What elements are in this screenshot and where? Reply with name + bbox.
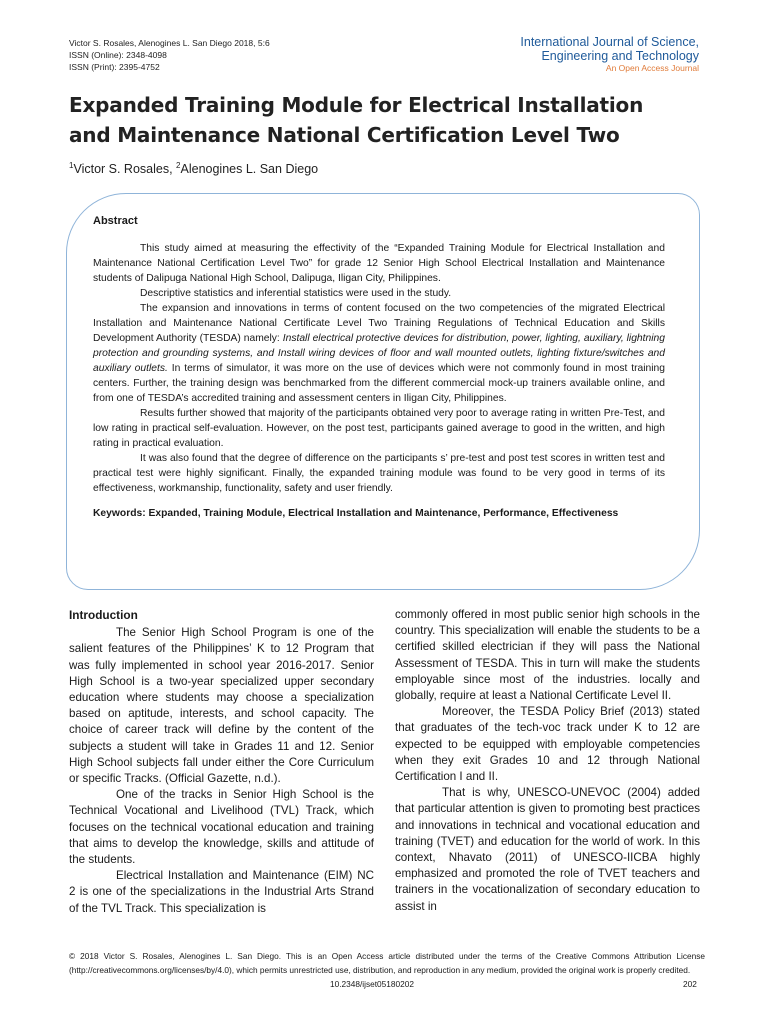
intro-paragraph-2: One of the tracks in Senior High School is the Technical Vocational and Livelihood (TVL) Track, which focuses on the technical vocational education and training that aims to develop the knowledge, skills and attitude of the students. bbox=[69, 788, 374, 867]
abstract-paragraph-4: Results further showed that majority of the participants obtained very poor to average rating in written Pre-Test, and low rating in practical self-evaluation. However, on the post test, participants gained average to good in the written, and high rating in practical evaluation. bbox=[93, 408, 665, 449]
body-column-right bbox=[395, 607, 700, 915]
license-notice: © 2018 Victor S. Rosales, Alenogines L. San Diego. This is an Open Access article distributed under the terms of the Creative Commons Attribution License (http://creativecommons.org/licenses/by/4.0), which permits unrestricted use, distribution, and reproduction in any medium, provided the original work is properly credited. bbox=[69, 951, 705, 975]
author1-affiliation: 1 bbox=[69, 161, 74, 170]
abstract-p3-end: In terms of simulator, it was more on the use of devices which were not commonly found in most training centers. Further, the training design was benchmarked from the different commercial mock-up trainers available online, and from one of TESDA’s accredited training and assessment centers in Iligan City, Philippines. bbox=[93, 363, 666, 404]
abstract-p3-start: The expansion and innovations in terms of content focused on the two competencies of the migrated Electrical Installation and Maintenance National Certificate Level Two Training Regulations of Technical Education and Skills Development Authority (TESDA) namely: bbox=[93, 303, 665, 344]
abstract bbox=[93, 214, 665, 521]
author2-name: Alenogines L. San Diego bbox=[180, 162, 319, 177]
intro-paragraph-3: Electrical Installation and Maintenance (EIM) NC 2 is one of the specializations in the Industrial Arts Strand of the TVL Track. This specialization is bbox=[69, 869, 374, 915]
abstract-paragraph-1: This study aimed at measuring the effectivity of the “Expanded Training Module for Electrical Installation and Maintenance National Certification Level Two” for grade 12 Senior High School Electrical Installation and Maintenance students of Dalipuga National High School, Dalipuga, Iligan City, Philippines. bbox=[93, 243, 665, 284]
introduction-heading: Introduction bbox=[69, 608, 138, 622]
page-number: 202 bbox=[683, 979, 697, 989]
paper-title bbox=[69, 90, 709, 150]
title-line2: and Maintenance National Certification Level Two bbox=[69, 123, 620, 147]
author-list bbox=[69, 161, 318, 176]
intro-paragraph-1: The Senior High School Program is one of the salient features of the Philippines’ K to 12 Program that was fully implemented in school year 2016-2017. Senior High School is a two-year specialized upper secondary education where students may choose a specialization based on aptitude, interests, and school capacity. The choice of career track will define by the content of the subjects a student will take in Grades 11 and 12. Senior High School subjects fall under either the Core Curriculum or specific Tracks. (Official Gazette, n.d.). bbox=[69, 626, 374, 786]
citation-block bbox=[69, 37, 270, 73]
abstract-p3-competencies: Install electrical protective devices for distribution, power, lighting, auxiliary, lightning protection and grounding systems, and Install wiring devices of floor and wall mounted outlets, lighting fixture/switches and auxiliary outlets. bbox=[93, 333, 665, 374]
issn-online: ISSN (Online): 2348-4098 bbox=[69, 50, 167, 60]
doi: 10.2348/ijset05180202 bbox=[330, 979, 414, 989]
journal-name-line2: Engineering and Technology bbox=[541, 49, 699, 63]
author1-name: Victor S. Rosales, bbox=[73, 162, 177, 177]
abstract-paragraph-3 bbox=[93, 301, 665, 406]
journal-name-line1: International Journal of Science, bbox=[520, 35, 699, 49]
journal-masthead bbox=[520, 35, 699, 73]
keywords: Keywords: Expanded, Training Module, Electrical Installation and Maintenance, Performance, Effectiveness bbox=[93, 508, 619, 519]
intro-paragraph-4: Moreover, the TESDA Policy Brief (2013) stated that graduates of the tech-voc track under K to 12 are expected to be equipped with employable competencies when they exit Grades 10 and 12 through National Certification I and II. bbox=[395, 705, 700, 784]
author2-affiliation: 2 bbox=[176, 161, 181, 170]
intro-paragraph-5: That is why, UNESCO-UNEVOC (2004) added that particular attention is given to promoting best practices and innovations in technical and vocational education and training (TVET) and education for the world of work. In this context, Nhavato (2011) of UNESCO-IICBA highly emphasized and promoted the role of TVET teachers and trainers in the vocationalization of secondary education to assist in bbox=[395, 786, 700, 913]
abstract-paragraph-2: Descriptive statistics and inferential statistics were used in the study. bbox=[140, 288, 452, 299]
title-line1: Expanded Training Module for Electrical Installation bbox=[69, 93, 644, 117]
issn-print: ISSN (Print): 2395-4752 bbox=[69, 62, 160, 72]
intro-paragraph-3-continued: commonly offered in most public senior high schools in the country. This specialization will enable the students to be a certified skilled electrician if they will pass the National Assessment of TESDA. This in turn will make the students employable since most of the industries. locally and globally, require at least a National Certificate Level II. bbox=[395, 608, 700, 703]
abstract-paragraph-5: It was also found that the degree of difference on the participants s’ pre-test and post test scores in written test and practical test were highly significant. Finally, the expanded training module was found to be very good in terms of its effectiveness, workmanship, functionality, safety and user friendly. bbox=[93, 453, 665, 494]
citation-line: Victor S. Rosales, Alenogines L. San Diego 2018, 5:6 bbox=[69, 38, 270, 48]
body-column-left bbox=[69, 607, 374, 917]
abstract-heading: Abstract bbox=[93, 215, 138, 227]
open-access-label: An Open Access Journal bbox=[605, 63, 699, 73]
